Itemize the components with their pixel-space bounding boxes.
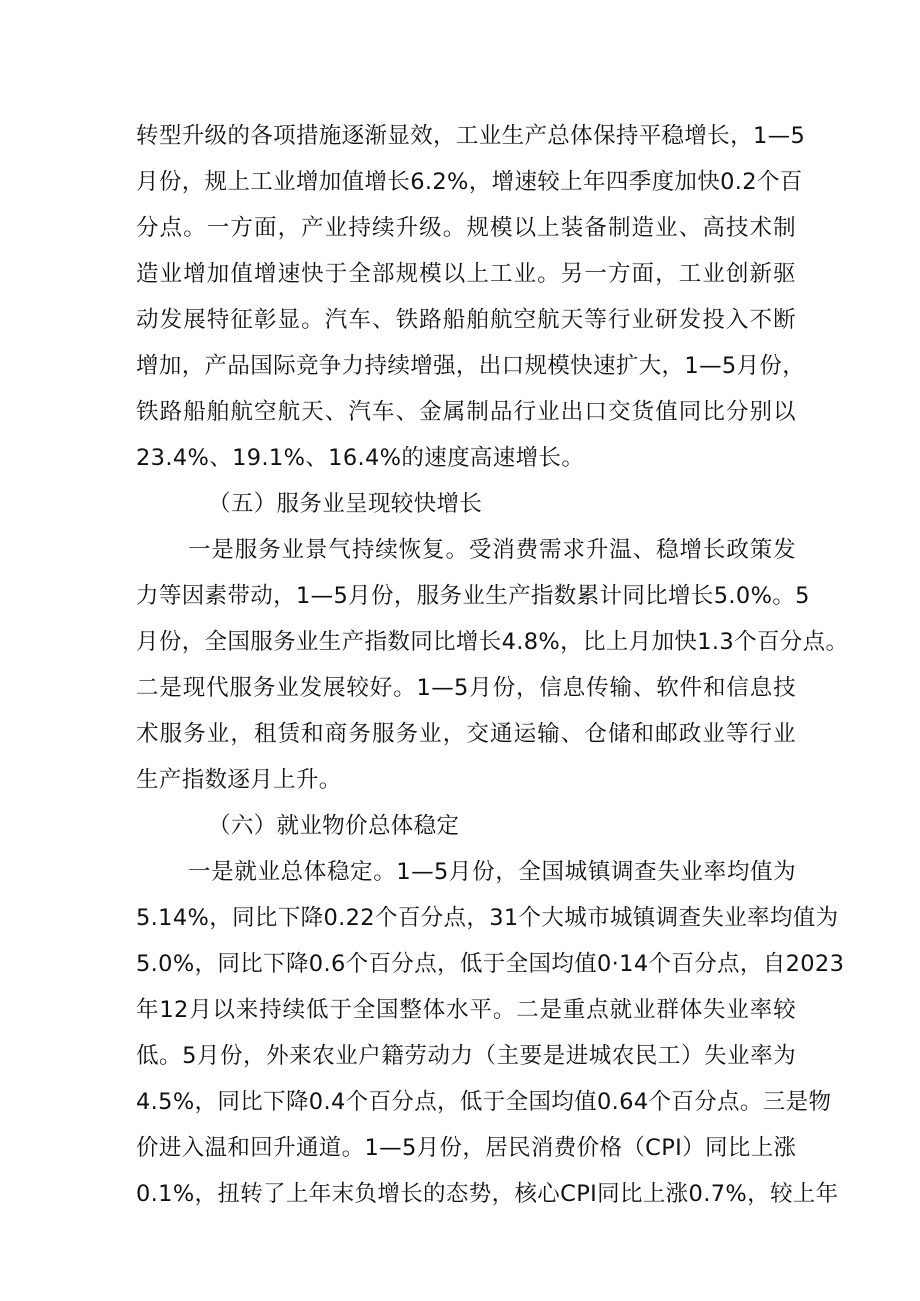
text-line: 价进入温和回升通道。1—5月份，居民消费价格（CPI）同比上涨 [136,1135,797,1161]
text-line: 5.0%，同比下降0.6个百分点，低于全国均值0·14个百分点，自2023 [136,951,845,977]
text-line: 0.1%，扭转了上年末负增长的态势，核心CPI同比上涨0.7%，较上年 [136,1181,839,1207]
text-line: 动发展特征彰显。汽车、铁路船舶航空航天等行业研发投入不断 [136,307,796,333]
text-line: 5.14%，同比下降0.22个百分点，31个大城市城镇调查失业率均值为 [136,905,839,931]
section-heading-employment-prices: （六）就业物价总体稳定 [208,813,460,839]
section-heading-services: （五）服务业呈现较快增长 [208,491,483,517]
text-line: 4.5%，同比下降0.4个百分点，低于全国均值0.64个百分点。三是物 [136,1089,832,1115]
text-line: 分点。一方面，产业持续升级。规模以上装备制造业、高技术制 [136,215,796,241]
text-line: 月份，规上工业增加值增长6.2%，增速较上年四季度加快0.2个百 [136,169,803,195]
paragraph-first-line: 一是就业总体稳定。1—5月份，全国城镇调查失业率均值为 [188,859,796,885]
text-line: 23.4%、19.1%、16.4%的速度高速增长。 [136,445,585,471]
text-line: 增加，产品国际竞争力持续增强，出口规模快速扩大，1—5月份， [136,353,806,379]
text-line: 力等因素带动，1—5月份，服务业生产指数累计同比增长5.0%。5 [136,583,810,609]
text-line: 造业增加值增速快于全部规模以上工业。另一方面，工业创新驱 [136,261,796,287]
text-line: 铁路船舶航空航天、汽车、金属制品行业出口交货值同比分别以 [136,399,796,425]
paragraph-first-line: 一是服务业景气持续恢复。受消费需求升温、稳增长政策发 [188,537,796,563]
text-line: 月份，全国服务业生产指数同比增长4.8%，比上月加快1.3个百分点。 [136,629,849,655]
text-line: 二是现代服务业发展较好。1—5月份，信息传输、软件和信息技 [136,675,796,701]
text-line: 年12月以来持续低于全国整体水平。二是重点就业群体失业率较 [136,997,796,1023]
text-line: 术服务业，租赁和商务服务业，交通运输、仓储和邮政业等行业 [136,721,796,747]
text-line: 转型升级的各项措施逐渐显效，工业生产总体保持平稳增长，1—5 [136,123,806,149]
text-line: 生产指数逐月上升。 [136,767,342,793]
text-line: 低。5月份，外来农业户籍劳动力（主要是进城农民工）失业率为 [136,1043,796,1069]
